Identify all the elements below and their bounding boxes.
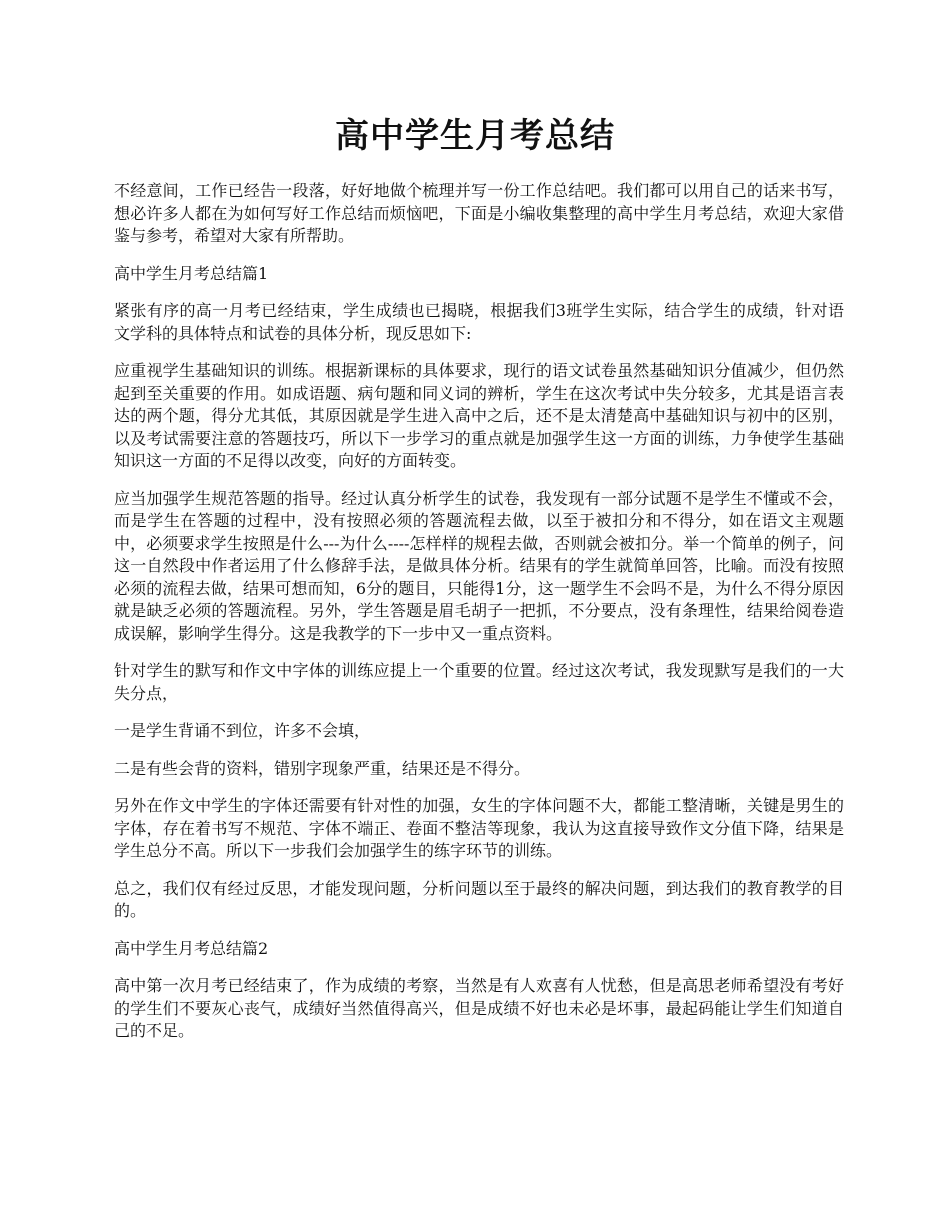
body-paragraph: 应重视学生基础知识的训练。根据新课标的具体要求，现行的语文试卷虽然基础知识分值减少，但仍然起到至关重要的作用。如成语题、病句题和同义词的辨析，学生在这次考试中失分较多，尤其是语言表达的两个题，得分尤其低，其原因就是学生进入高中之后，还不是太清楚高中基础知识与初中的区别，以及考试需要注意的答题技巧，所以下一步学习的重点就是加强学生这一方面的训练，力争使学生基础知识这一方面的不足得以改变，向好的方面转变。 [114,361,844,470]
body-paragraph: 高中第一次月考已经结束了，作为成绩的考察，当然是有人欢喜有人忧愁，但是高思老师希望没有考好的学生们不要灰心丧气，成绩好当然值得高兴，但是成绩不好也未必是坏事，最起码能让学生们知道自己的不足。 [114,976,844,1040]
document-body [114,180,844,1058]
body-paragraph: 二是有些会背的资料，错别字现象严重，结果还是不得分。 [114,758,531,778]
body-paragraph: 紧张有序的高一月考已经结束，学生成绩也已揭晓，根据我们3班学生实际，结合学生的成绩，针对语文学科的具体特点和试卷的具体分析，现反思如下: [114,301,844,343]
body-paragraph: 应当加强学生规范答题的指导。经过认真分析学生的试卷，我发现有一部分试题不是学生不懂或不会，而是学生在答题的过程中，没有按照必须的答题流程去做，以至于被扣分和不得分，如在语文主观题中，必须要求学生按照是什么---为什么----怎样样的规程去做，否则就会被扣分。举一个简单的例子，问这一自然段中作者运用了什么修辞手法，是做具体分析。结果有的学生就简单回答，比喻。而没有按照必须的流程去做，结果可想而知，6分的题目，只能得1分，这一题学生不会吗不是，为什么不得分原因就是缺乏必须的答题流程。另外，学生答题是眉毛胡子一把抓，不分要点，没有条理性，结果给阅卷造成误解，影响学生得分。这是我教学的下一步中又一重点资料。 [114,488,844,643]
document-title: 高中学生月考总结 [335,116,615,156]
body-paragraph: 总之，我们仅有经过反思，才能发现问题，分析问题以至于最终的解决问题，到达我们的教育教学的目的。 [114,878,844,920]
intro-paragraph: 不经意间，工作已经告一段落，好好地做个梳理并写一份工作总结吧。我们都可以用自己的话来书写，想必许多人都在为如何写好工作总结而烦恼吧，下面是小编收集整理的高中学生月考总结，欢迎大家借鉴与参考，希望对大家有所帮助。 [114,181,844,245]
section-heading-2: 高中学生月考总结篇2 [114,938,269,958]
body-paragraph: 另外在作文中学生的字体还需要有针对性的加强，女生的字体问题不大，都能工整清晰，关键是男生的字体，存在着书写不规范、字体不端正、卷面不整洁等现象，我认为这直接导致作文分值下降，结果是学生总分不高。所以下一步我们会加强学生的练字环节的训练。 [114,796,844,860]
body-paragraph: 一是学生背诵不到位，许多不会填， [114,721,371,740]
body-paragraph: 针对学生的默写和作文中字体的训练应提上一个重要的位置。经过这次考试，我发现默写是我们的一大失分点， [114,661,844,703]
section-heading-1: 高中学生月考总结篇1 [114,263,269,283]
